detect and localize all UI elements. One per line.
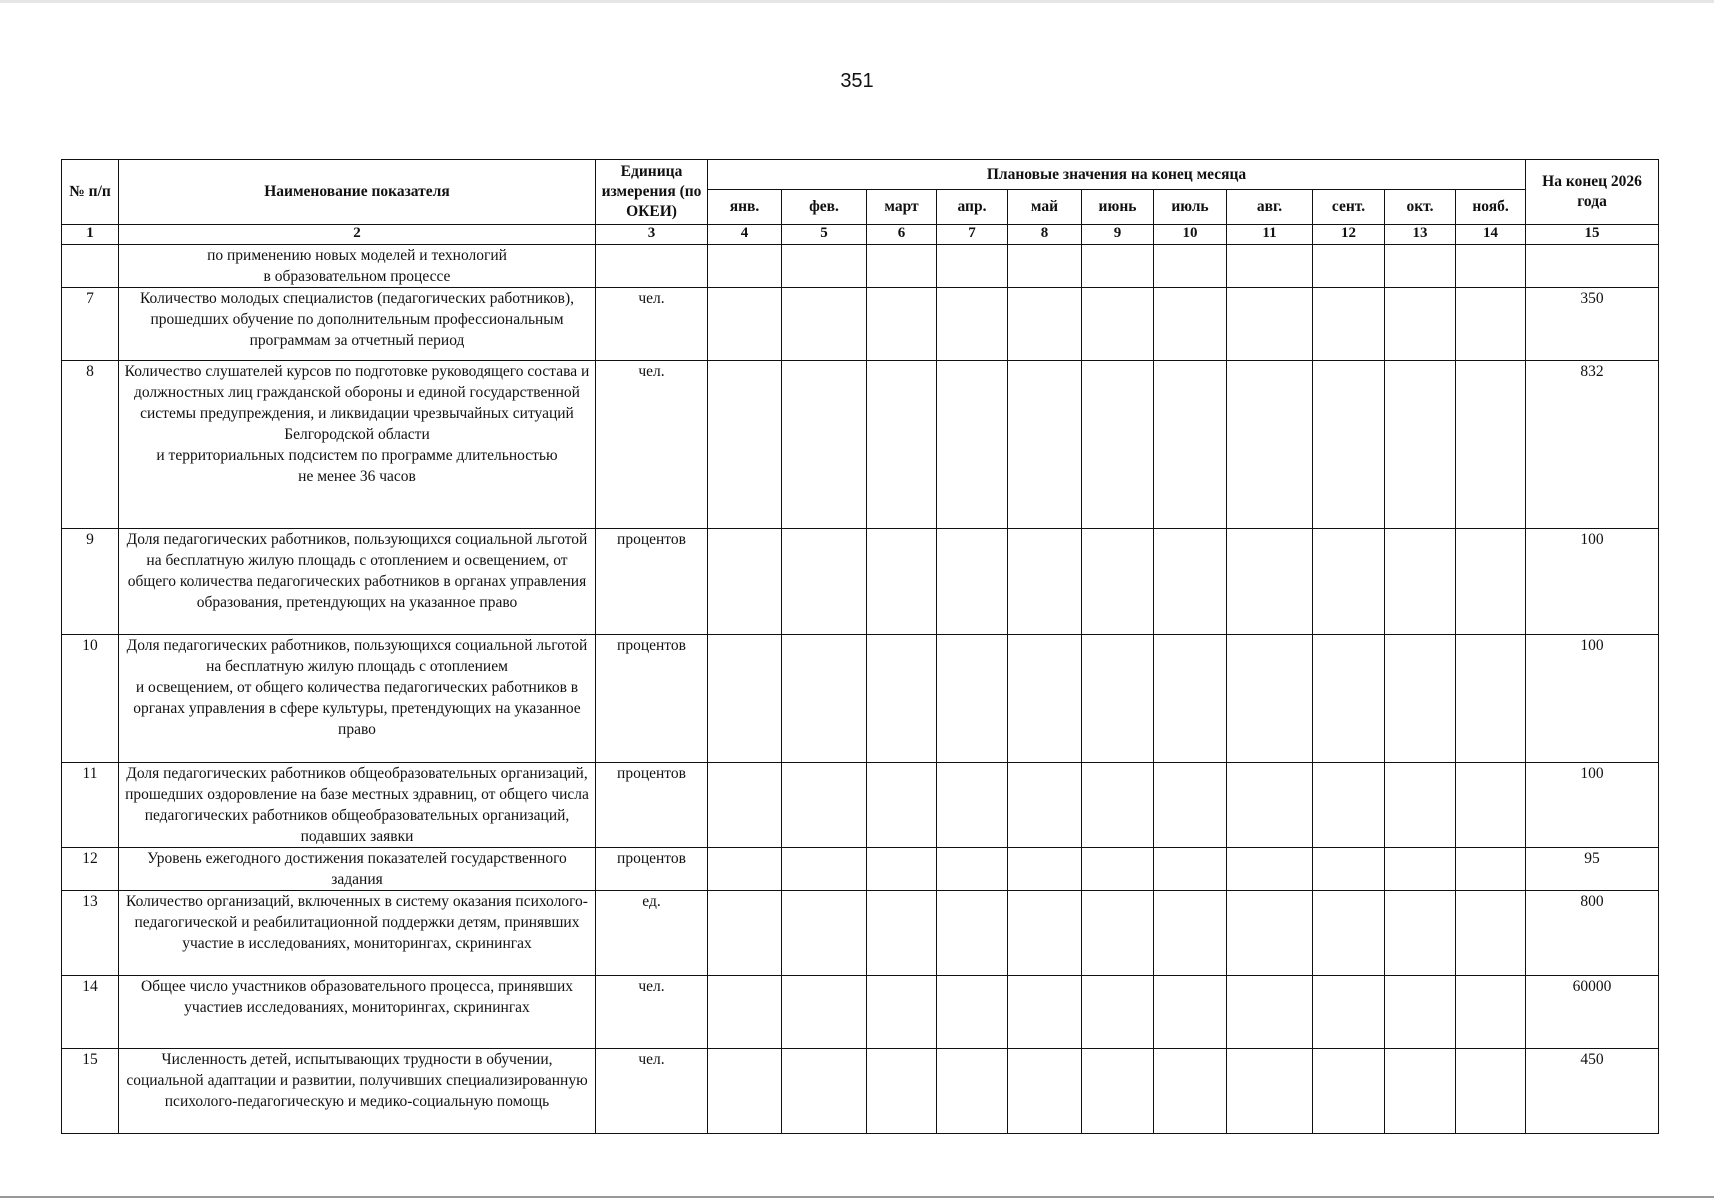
month-value-cell [937, 1049, 1008, 1134]
month-value-cell [1385, 763, 1456, 848]
month-value-cell [1227, 891, 1313, 976]
month-value-cell [867, 976, 937, 1049]
row-number: 10 [62, 635, 119, 763]
year-end-value: 450 [1526, 1049, 1659, 1134]
unit-of-measure: процентов [596, 848, 708, 891]
indicator-name: Доля педагогических работников общеобразовательных организаций, прошедших оздоровление на базе местных здравниц, от общего числа педагогических работников общеобразовательных организаций, подавших заявки [119, 763, 596, 848]
table-row [62, 361, 1659, 529]
month-value-cell [782, 529, 867, 635]
month-value-cell [867, 635, 937, 763]
unit-of-measure: процентов [596, 529, 708, 635]
column-number: 4 [708, 225, 782, 245]
month-value-cell [708, 529, 782, 635]
month-value-cell [1227, 976, 1313, 1049]
column-number: 11 [1227, 225, 1313, 245]
month-value-cell [1456, 763, 1526, 848]
column-number: 3 [596, 225, 708, 245]
header-month: июнь [1082, 190, 1154, 225]
month-value-cell [708, 763, 782, 848]
month-value-cell [937, 361, 1008, 529]
month-value-cell [1082, 891, 1154, 976]
column-number: 10 [1154, 225, 1227, 245]
indicator-name: Уровень ежегодного достижения показателей государственного задания [119, 848, 596, 891]
month-value-cell [708, 245, 782, 288]
month-value-cell [867, 848, 937, 891]
year-end-value: 832 [1526, 361, 1659, 529]
month-value-cell [1385, 891, 1456, 976]
table-row [62, 288, 1659, 361]
year-end-value [1526, 245, 1659, 288]
month-value-cell [1154, 245, 1227, 288]
row-number: 14 [62, 976, 119, 1049]
month-value-cell [1008, 976, 1082, 1049]
month-value-cell [867, 891, 937, 976]
column-number: 13 [1385, 225, 1456, 245]
month-value-cell [1385, 1049, 1456, 1134]
month-value-cell [1456, 529, 1526, 635]
month-value-cell [1227, 529, 1313, 635]
column-number: 5 [782, 225, 867, 245]
header-month: июль [1154, 190, 1227, 225]
month-value-cell [1456, 361, 1526, 529]
column-number: 9 [1082, 225, 1154, 245]
month-value-cell [1227, 288, 1313, 361]
month-value-cell [708, 1049, 782, 1134]
month-value-cell [1385, 361, 1456, 529]
unit-of-measure: чел. [596, 1049, 708, 1134]
row-number: 15 [62, 1049, 119, 1134]
unit-of-measure: ед. [596, 891, 708, 976]
header-name: Наименование показателя [119, 160, 596, 225]
month-value-cell [1008, 361, 1082, 529]
table-row [62, 529, 1659, 635]
month-value-cell [1008, 635, 1082, 763]
month-value-cell [937, 288, 1008, 361]
row-number: 8 [62, 361, 119, 529]
month-value-cell [1154, 288, 1227, 361]
month-value-cell [1154, 1049, 1227, 1134]
header-total: На конец 2026 года [1526, 160, 1659, 225]
month-value-cell [1313, 288, 1385, 361]
header-month: март [867, 190, 937, 225]
month-value-cell [708, 635, 782, 763]
column-number: 12 [1313, 225, 1385, 245]
month-value-cell [1008, 288, 1082, 361]
column-number: 2 [119, 225, 596, 245]
month-value-cell [937, 763, 1008, 848]
column-number: 14 [1456, 225, 1526, 245]
month-value-cell [708, 848, 782, 891]
column-number-row [62, 225, 1659, 245]
month-value-cell [1385, 529, 1456, 635]
month-value-cell [708, 361, 782, 529]
header-plan: Плановые значения на конец месяца [708, 160, 1526, 190]
month-value-cell [708, 891, 782, 976]
month-value-cell [1154, 763, 1227, 848]
header-num: № п/п [62, 160, 119, 225]
header-month: сент. [1313, 190, 1385, 225]
month-value-cell [1456, 976, 1526, 1049]
month-value-cell [1154, 361, 1227, 529]
month-value-cell [1154, 891, 1227, 976]
month-value-cell [867, 1049, 937, 1134]
month-value-cell [1313, 245, 1385, 288]
scan-bottom-rule [0, 1196, 1714, 1198]
unit-of-measure: процентов [596, 635, 708, 763]
year-end-value: 100 [1526, 635, 1659, 763]
month-value-cell [1456, 891, 1526, 976]
header-month: янв. [708, 190, 782, 225]
month-value-cell [1313, 635, 1385, 763]
month-value-cell [1313, 891, 1385, 976]
table-row [62, 848, 1659, 891]
indicator-name: Численность детей, испытывающих трудности в обучении, социальной адаптации и развитии, получивших специализированную психолого-педагогическую и медико-социальную помощь [119, 1049, 596, 1134]
indicator-name: Количество организаций, включенных в систему оказания психолого-педагогической и реабилитационной поддержки детям, принявших участие в исследованиях, мониторингах, скринингах [119, 891, 596, 976]
month-value-cell [1313, 361, 1385, 529]
indicator-table [61, 159, 1659, 1134]
month-value-cell [1385, 848, 1456, 891]
header-month: апр. [937, 190, 1008, 225]
month-value-cell [937, 529, 1008, 635]
month-value-cell [1227, 848, 1313, 891]
month-value-cell [867, 288, 937, 361]
year-end-value: 350 [1526, 288, 1659, 361]
month-value-cell [1008, 1049, 1082, 1134]
month-value-cell [1082, 635, 1154, 763]
month-value-cell [1008, 763, 1082, 848]
month-value-cell [867, 361, 937, 529]
month-value-cell [1313, 848, 1385, 891]
unit-of-measure [596, 245, 708, 288]
table-body [62, 225, 1659, 1134]
month-value-cell [1385, 976, 1456, 1049]
unit-of-measure: процентов [596, 763, 708, 848]
year-end-value: 95 [1526, 848, 1659, 891]
month-value-cell [1385, 245, 1456, 288]
header-unit: Единица измерения (по ОКЕИ) [596, 160, 708, 225]
year-end-value: 800 [1526, 891, 1659, 976]
month-value-cell [1313, 529, 1385, 635]
month-value-cell [1456, 635, 1526, 763]
row-number: 12 [62, 848, 119, 891]
month-value-cell [937, 848, 1008, 891]
year-end-value: 60000 [1526, 976, 1659, 1049]
month-value-cell [782, 361, 867, 529]
month-value-cell [1227, 245, 1313, 288]
indicator-name: Доля педагогических работников, пользующихся социальной льготой на бесплатную жилую площадь с отоплением и освещением, от общего количества педагогических работников в органах управления в сфере культуры, претендующих на указанное право [119, 635, 596, 763]
month-value-cell [1082, 361, 1154, 529]
month-value-cell [1008, 245, 1082, 288]
month-value-cell [1385, 635, 1456, 763]
month-value-cell [1456, 1049, 1526, 1134]
month-value-cell [782, 1049, 867, 1134]
header-month: авг. [1227, 190, 1313, 225]
header-month: май [1008, 190, 1082, 225]
row-number: 11 [62, 763, 119, 848]
row-number: 7 [62, 288, 119, 361]
table-row [62, 891, 1659, 976]
month-value-cell [867, 245, 937, 288]
month-value-cell [1082, 245, 1154, 288]
month-value-cell [1313, 763, 1385, 848]
month-value-cell [1082, 763, 1154, 848]
column-number: 1 [62, 225, 119, 245]
column-number: 8 [1008, 225, 1082, 245]
month-value-cell [782, 288, 867, 361]
header-month: окт. [1385, 190, 1456, 225]
page-number: 351 [840, 70, 874, 92]
month-value-cell [782, 976, 867, 1049]
month-value-cell [1082, 1049, 1154, 1134]
month-value-cell [1227, 763, 1313, 848]
month-value-cell [1227, 361, 1313, 529]
month-value-cell [1154, 635, 1227, 763]
month-value-cell [1456, 848, 1526, 891]
month-value-cell [937, 245, 1008, 288]
month-value-cell [867, 763, 937, 848]
month-value-cell [1227, 635, 1313, 763]
month-value-cell [1385, 288, 1456, 361]
month-value-cell [782, 245, 867, 288]
month-value-cell [782, 635, 867, 763]
month-value-cell [1082, 976, 1154, 1049]
column-number: 7 [937, 225, 1008, 245]
table-row [62, 245, 1659, 288]
header-month: нояб. [1456, 190, 1526, 225]
month-value-cell [1456, 245, 1526, 288]
month-value-cell [937, 976, 1008, 1049]
month-value-cell [1008, 529, 1082, 635]
month-value-cell [1313, 1049, 1385, 1134]
month-value-cell [708, 976, 782, 1049]
month-value-cell [708, 288, 782, 361]
month-value-cell [782, 763, 867, 848]
row-number [62, 245, 119, 288]
table-row [62, 1049, 1659, 1134]
unit-of-measure: чел. [596, 288, 708, 361]
table-row [62, 976, 1659, 1049]
column-number: 15 [1526, 225, 1659, 245]
indicator-name: Количество слушателей курсов по подготовке руководящего состава и должностных лиц гражданской обороны и единой государственной системы предупреждения, и ликвидации чрезвычайных ситуаций Белгородской области и территориальных подсистем по программе длительностью не менее 36 часов [119, 361, 596, 529]
indicator-name: по применению новых моделей и технологий в образовательном процессе [119, 245, 596, 288]
month-value-cell [1082, 288, 1154, 361]
month-value-cell [937, 635, 1008, 763]
indicator-name: Общее число участников образовательного процесса, принявших участиев исследованиях, мониторингах, скринингах [119, 976, 596, 1049]
unit-of-measure: чел. [596, 976, 708, 1049]
row-number: 13 [62, 891, 119, 976]
unit-of-measure: чел. [596, 361, 708, 529]
month-value-cell [867, 529, 937, 635]
month-value-cell [782, 891, 867, 976]
month-value-cell [937, 891, 1008, 976]
year-end-value: 100 [1526, 529, 1659, 635]
month-value-cell [1456, 288, 1526, 361]
indicator-name: Количество молодых специалистов (педагогических работников), прошедших обучение по дополнительным профессиональным программам за отчетный период [119, 288, 596, 361]
month-value-cell [1154, 848, 1227, 891]
month-value-cell [1227, 1049, 1313, 1134]
month-value-cell [782, 848, 867, 891]
table-row [62, 635, 1659, 763]
month-value-cell [1082, 529, 1154, 635]
year-end-value: 100 [1526, 763, 1659, 848]
column-number: 6 [867, 225, 937, 245]
scan-edge [0, 0, 1714, 3]
month-value-cell [1154, 529, 1227, 635]
row-number: 9 [62, 529, 119, 635]
header-month: фев. [782, 190, 867, 225]
table-row [62, 763, 1659, 848]
month-value-cell [1154, 976, 1227, 1049]
month-value-cell [1008, 891, 1082, 976]
month-value-cell [1082, 848, 1154, 891]
month-value-cell [1008, 848, 1082, 891]
month-value-cell [1313, 976, 1385, 1049]
indicator-name: Доля педагогических работников, пользующихся социальной льготой на бесплатную жилую площадь с отоплением и освещением, от общего количества педагогических работников в органах управления образования, претендующих на указанное право [119, 529, 596, 635]
